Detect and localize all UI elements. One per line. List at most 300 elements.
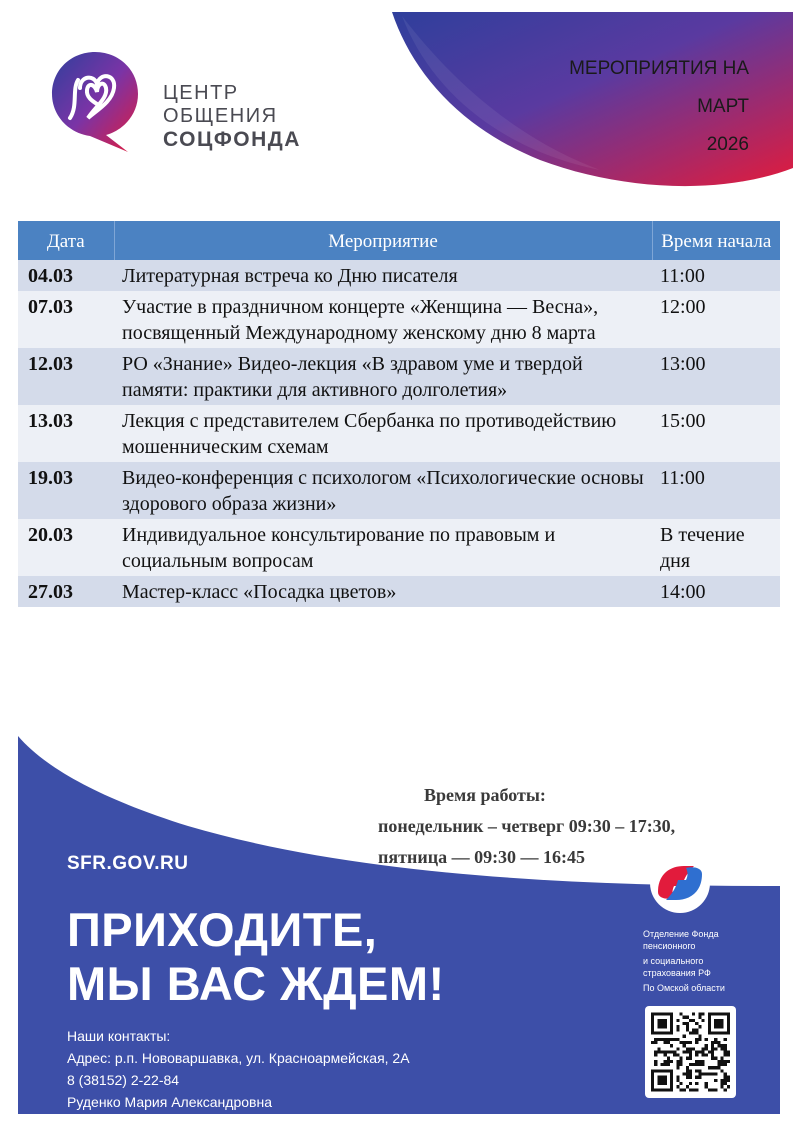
qr-module — [686, 1022, 689, 1025]
qr-module — [711, 1047, 714, 1050]
qr-module — [717, 1025, 720, 1028]
column-header-event: Мероприятие — [114, 221, 652, 260]
qr-module — [664, 1069, 667, 1072]
sfr-caption-line-2: пенсионного — [643, 941, 696, 951]
row-date: 19.03 — [18, 462, 114, 519]
qr-module — [714, 1088, 717, 1091]
column-header-time: Время начала — [652, 221, 780, 260]
row-time: 15:00 — [652, 405, 780, 462]
qr-module — [692, 1088, 695, 1091]
table-header-row — [18, 221, 780, 260]
qr-module — [679, 1057, 682, 1060]
qr-module — [721, 1047, 724, 1050]
qr-module — [676, 1066, 679, 1069]
qr-module — [717, 1066, 720, 1069]
qr-module — [654, 1060, 657, 1063]
qr-module — [686, 1050, 689, 1053]
qr-module — [727, 1079, 730, 1082]
qr-module — [708, 1019, 711, 1022]
slogan — [67, 903, 445, 1011]
row-time: 12:00 — [652, 291, 780, 348]
qr-module — [721, 1069, 724, 1072]
qr-module — [692, 1013, 695, 1016]
qr-module — [664, 1060, 667, 1063]
qr-module — [664, 1082, 667, 1085]
qr-module — [660, 1038, 663, 1041]
logo-line-2: ОБЩЕНИЯ — [163, 105, 278, 127]
qr-module — [686, 1041, 689, 1044]
qr-module — [657, 1019, 660, 1022]
qr-module — [657, 1022, 660, 1025]
qr-module — [714, 1057, 717, 1060]
qr-code-frame[interactable] — [645, 1006, 736, 1098]
qr-module — [698, 1063, 701, 1066]
qr-module — [721, 1079, 724, 1082]
sfr-caption-line-1: Отделение Фонда — [643, 929, 719, 939]
qr-module — [717, 1060, 720, 1063]
qr-module — [667, 1041, 670, 1044]
row-date: 13.03 — [18, 405, 114, 462]
qr-module — [654, 1088, 657, 1091]
qr-module — [667, 1013, 670, 1016]
qr-module — [695, 1069, 698, 1072]
qr-module — [717, 1063, 720, 1066]
qr-module — [664, 1088, 667, 1091]
qr-module — [654, 1031, 657, 1034]
qr-module — [689, 1047, 692, 1050]
qr-module — [651, 1016, 654, 1019]
qr-module — [695, 1088, 698, 1091]
qr-module — [689, 1069, 692, 1072]
slogan-line-2: МЫ ВАС ЖДЕМ! — [67, 957, 445, 1010]
qr-module — [727, 1054, 730, 1057]
row-event: Мастер-класс «Посадка цветов» — [114, 576, 652, 607]
qr-module — [724, 1054, 727, 1057]
qr-module — [670, 1022, 673, 1025]
qr-module — [698, 1025, 701, 1028]
qr-module — [689, 1019, 692, 1022]
working-hours-friday: пятница — 09:30 — 16:45 — [378, 847, 586, 867]
qr-module — [660, 1063, 663, 1066]
qr-module — [705, 1082, 708, 1085]
qr-module — [724, 1076, 727, 1079]
events-table — [18, 221, 780, 607]
qr-module — [727, 1016, 730, 1019]
qr-module — [670, 1016, 673, 1019]
qr-module — [679, 1063, 682, 1066]
qr-module — [683, 1050, 686, 1053]
qr-module — [657, 1079, 660, 1082]
qr-module — [679, 1013, 682, 1016]
qr-module — [714, 1038, 717, 1041]
qr-module — [654, 1013, 657, 1016]
qr-module — [721, 1057, 724, 1060]
qr-module — [683, 1016, 686, 1019]
qr-module — [686, 1016, 689, 1019]
qr-module — [727, 1019, 730, 1022]
qr-module — [667, 1031, 670, 1034]
table-row — [18, 576, 780, 607]
qr-module — [721, 1044, 724, 1047]
row-event: Участие в праздничном концерте «Женщина — Весна», посвященный Международному женскому дню 8 марта — [114, 291, 652, 348]
qr-module — [657, 1013, 660, 1016]
qr-module — [676, 1076, 679, 1079]
qr-module — [708, 1050, 711, 1053]
qr-module — [689, 1063, 692, 1066]
qr-module — [651, 1025, 654, 1028]
qr-module — [698, 1013, 701, 1016]
qr-module — [727, 1050, 730, 1053]
qr-module — [670, 1025, 673, 1028]
qr-module — [711, 1044, 714, 1047]
qr-module — [651, 1069, 654, 1072]
qr-module — [651, 1031, 654, 1034]
qr-module — [727, 1022, 730, 1025]
working-hours — [378, 780, 675, 873]
qr-module — [711, 1031, 714, 1034]
qr-module — [657, 1069, 660, 1072]
table-row — [18, 405, 780, 462]
qr-module — [705, 1047, 708, 1050]
row-event: РО «Знание» Видео-лекция «В здравом уме и твердой памяти: практики для активного долголетия» — [114, 348, 652, 405]
qr-module — [724, 1063, 727, 1066]
qr-module — [717, 1013, 720, 1016]
qr-module — [651, 1073, 654, 1076]
qr-module — [702, 1019, 705, 1022]
qr-module — [667, 1060, 670, 1063]
qr-module — [702, 1063, 705, 1066]
qr-module — [689, 1031, 692, 1034]
qr-module — [654, 1054, 657, 1057]
qr-module — [695, 1076, 698, 1079]
qr-module — [667, 1063, 670, 1066]
logo-line-3: СОЦФОНДА — [163, 128, 301, 151]
qr-module — [702, 1050, 705, 1053]
qr-module — [670, 1082, 673, 1085]
qr-module — [686, 1028, 689, 1031]
qr-module — [708, 1025, 711, 1028]
qr-module — [686, 1047, 689, 1050]
qr-module — [683, 1044, 686, 1047]
qr-module — [708, 1028, 711, 1031]
qr-module — [724, 1088, 727, 1091]
qr-module — [702, 1060, 705, 1063]
qr-module — [702, 1054, 705, 1057]
qr-module — [698, 1069, 701, 1072]
qr-module — [654, 1041, 657, 1044]
qr-module — [711, 1088, 714, 1091]
qr-module — [714, 1073, 717, 1076]
row-time: 11:00 — [652, 462, 780, 519]
qr-module — [695, 1050, 698, 1053]
qr-module — [698, 1073, 701, 1076]
qr-module — [724, 1047, 727, 1050]
sfr-caption-line-3: и социального — [643, 956, 704, 966]
qr-module — [689, 1054, 692, 1057]
qr-module — [664, 1013, 667, 1016]
qr-module — [689, 1073, 692, 1076]
qr-module — [657, 1088, 660, 1091]
qr-module — [721, 1082, 724, 1085]
qr-module — [724, 1044, 727, 1047]
qr-module — [702, 1073, 705, 1076]
qr-module — [724, 1082, 727, 1085]
qr-module — [664, 1038, 667, 1041]
qr-module — [686, 1066, 689, 1069]
qr-module — [717, 1031, 720, 1034]
sfr-caption — [643, 928, 753, 994]
qr-module — [667, 1050, 670, 1053]
qr-module — [695, 1031, 698, 1034]
qr-module — [654, 1038, 657, 1041]
table-row — [18, 462, 780, 519]
contacts-person: Руденко Мария Александровна — [67, 1094, 272, 1110]
qr-module — [727, 1060, 730, 1063]
qr-module — [698, 1076, 701, 1079]
qr-module — [651, 1019, 654, 1022]
qr-module — [686, 1073, 689, 1076]
qr-module — [676, 1038, 679, 1041]
qr-module — [692, 1028, 695, 1031]
qr-module — [727, 1028, 730, 1031]
qr-module — [679, 1060, 682, 1063]
qr-module — [664, 1076, 667, 1079]
qr-module — [705, 1073, 708, 1076]
row-event: Индивидуальное консультирование по правовым и социальным вопросам — [114, 519, 652, 576]
qr-module — [651, 1076, 654, 1079]
qr-module — [686, 1085, 689, 1088]
qr-module — [708, 1066, 711, 1069]
table-row — [18, 291, 780, 348]
qr-module — [698, 1050, 701, 1053]
qr-module — [717, 1019, 720, 1022]
qr-module — [705, 1054, 708, 1057]
qr-module — [660, 1079, 663, 1082]
sfr-caption-line-4: страхования РФ — [643, 968, 711, 978]
qr-module — [717, 1041, 720, 1044]
qr-module — [727, 1076, 730, 1079]
qr-module — [714, 1031, 717, 1034]
row-date: 04.03 — [18, 260, 114, 291]
qr-module — [683, 1073, 686, 1076]
qr-module — [724, 1038, 727, 1041]
contacts-address: Адрес: р.п. Нововаршавка, ул. Красноармейская, 2А — [67, 1050, 410, 1066]
qr-code-icon — [651, 1012, 730, 1092]
qr-module — [686, 1076, 689, 1079]
qr-module — [670, 1028, 673, 1031]
qr-module — [664, 1054, 667, 1057]
qr-module — [705, 1038, 708, 1041]
qr-module — [670, 1019, 673, 1022]
qr-module — [679, 1082, 682, 1085]
qr-module — [721, 1085, 724, 1088]
qr-module — [670, 1060, 673, 1063]
qr-module — [711, 1013, 714, 1016]
qr-module — [695, 1028, 698, 1031]
qr-module — [676, 1085, 679, 1088]
qr-module — [670, 1038, 673, 1041]
qr-module — [714, 1066, 717, 1069]
qr-module — [667, 1057, 670, 1060]
qr-module — [676, 1079, 679, 1082]
title-line-3: 2026 — [706, 134, 749, 155]
qr-module — [698, 1016, 701, 1019]
qr-module — [708, 1031, 711, 1034]
qr-module — [664, 1041, 667, 1044]
qr-module — [692, 1019, 695, 1022]
qr-module — [683, 1088, 686, 1091]
qr-module — [664, 1079, 667, 1082]
qr-module — [689, 1088, 692, 1091]
row-time: 14:00 — [652, 576, 780, 607]
qr-module — [721, 1019, 724, 1022]
qr-module — [702, 1047, 705, 1050]
qr-module — [724, 1050, 727, 1053]
qr-module — [717, 1022, 720, 1025]
qr-module — [711, 1050, 714, 1053]
qr-module — [664, 1025, 667, 1028]
qr-module — [705, 1044, 708, 1047]
qr-module — [651, 1041, 654, 1044]
qr-module — [689, 1050, 692, 1053]
website-link[interactable]: SFR.GOV.RU — [67, 853, 189, 874]
qr-module — [651, 1022, 654, 1025]
qr-module — [714, 1022, 717, 1025]
qr-module — [660, 1022, 663, 1025]
qr-module — [708, 1088, 711, 1091]
qr-module — [654, 1063, 657, 1066]
qr-module — [673, 1050, 676, 1053]
row-date: 07.03 — [18, 291, 114, 348]
qr-module — [667, 1069, 670, 1072]
qr-module — [698, 1038, 701, 1041]
qr-module — [664, 1050, 667, 1053]
contacts — [67, 1025, 410, 1113]
heart-speech-bubble-icon — [50, 48, 140, 156]
qr-module — [711, 1041, 714, 1044]
qr-module — [689, 1057, 692, 1060]
table-row — [18, 519, 780, 576]
table-row — [18, 260, 780, 291]
qr-module — [670, 1079, 673, 1082]
qr-module — [651, 1082, 654, 1085]
qr-module — [711, 1054, 714, 1057]
qr-module — [714, 1019, 717, 1022]
qr-module — [727, 1025, 730, 1028]
qr-module — [676, 1063, 679, 1066]
qr-module — [673, 1054, 676, 1057]
qr-module — [708, 1013, 711, 1016]
qr-module — [670, 1013, 673, 1016]
qr-module — [683, 1041, 686, 1044]
qr-module — [667, 1088, 670, 1091]
qr-module — [721, 1022, 724, 1025]
qr-module — [727, 1085, 730, 1088]
qr-module — [651, 1079, 654, 1082]
qr-module — [705, 1085, 708, 1088]
sfr-caption-line-5: По Омской области — [643, 983, 725, 993]
qr-module — [664, 1022, 667, 1025]
qr-module — [692, 1063, 695, 1066]
qr-module — [721, 1013, 724, 1016]
qr-module — [721, 1025, 724, 1028]
qr-module — [689, 1041, 692, 1044]
qr-module — [657, 1050, 660, 1053]
page-title — [489, 50, 749, 164]
qr-module — [654, 1050, 657, 1053]
qr-module — [714, 1013, 717, 1016]
qr-module — [670, 1044, 673, 1047]
qr-module — [721, 1063, 724, 1066]
qr-module — [670, 1069, 673, 1072]
qr-module — [676, 1025, 679, 1028]
qr-module — [689, 1076, 692, 1079]
qr-module — [686, 1057, 689, 1060]
qr-module — [711, 1073, 714, 1076]
working-hours-weekdays: понедельник – четверг 09:30 – 17:30, — [378, 816, 676, 836]
column-header-date: Дата — [18, 221, 114, 260]
title-line-1: МЕРОПРИЯТИЯ НА — [569, 58, 749, 79]
working-hours-title: Время работы: — [424, 785, 546, 805]
qr-module — [676, 1054, 679, 1057]
contacts-title: Наши контакты: — [67, 1028, 171, 1044]
qr-module — [664, 1031, 667, 1034]
qr-module — [686, 1069, 689, 1072]
qr-module — [686, 1025, 689, 1028]
qr-module — [657, 1047, 660, 1050]
row-date: 12.03 — [18, 348, 114, 405]
qr-module — [657, 1076, 660, 1079]
qr-module — [695, 1054, 698, 1057]
qr-module — [692, 1047, 695, 1050]
qr-module — [660, 1069, 663, 1072]
qr-module — [660, 1025, 663, 1028]
row-time: В течение дня — [652, 519, 780, 576]
row-time: 11:00 — [652, 260, 780, 291]
qr-module — [651, 1085, 654, 1088]
qr-module — [714, 1079, 717, 1082]
qr-module — [708, 1016, 711, 1019]
qr-module — [654, 1069, 657, 1072]
qr-module — [679, 1088, 682, 1091]
contacts-phone: 8 (38152) 2-22-84 — [67, 1072, 180, 1088]
qr-module — [695, 1038, 698, 1041]
qr-module — [698, 1035, 701, 1038]
qr-module — [724, 1060, 727, 1063]
qr-module — [664, 1063, 667, 1066]
qr-module — [714, 1041, 717, 1044]
qr-module — [660, 1082, 663, 1085]
qr-module — [695, 1082, 698, 1085]
qr-module — [689, 1082, 692, 1085]
qr-module — [660, 1076, 663, 1079]
qr-module — [657, 1031, 660, 1034]
qr-module — [724, 1079, 727, 1082]
qr-module — [670, 1088, 673, 1091]
logo-line-1: ЦЕНТР — [163, 82, 239, 104]
qr-module — [721, 1060, 724, 1063]
qr-module — [683, 1022, 686, 1025]
title-line-2: МАРТ — [697, 96, 749, 117]
qr-module — [651, 1088, 654, 1091]
qr-module — [670, 1031, 673, 1034]
qr-module — [657, 1025, 660, 1028]
qr-module — [714, 1047, 717, 1050]
qr-module — [717, 1044, 720, 1047]
qr-module — [670, 1073, 673, 1076]
qr-module — [667, 1038, 670, 1041]
qr-module — [676, 1028, 679, 1031]
